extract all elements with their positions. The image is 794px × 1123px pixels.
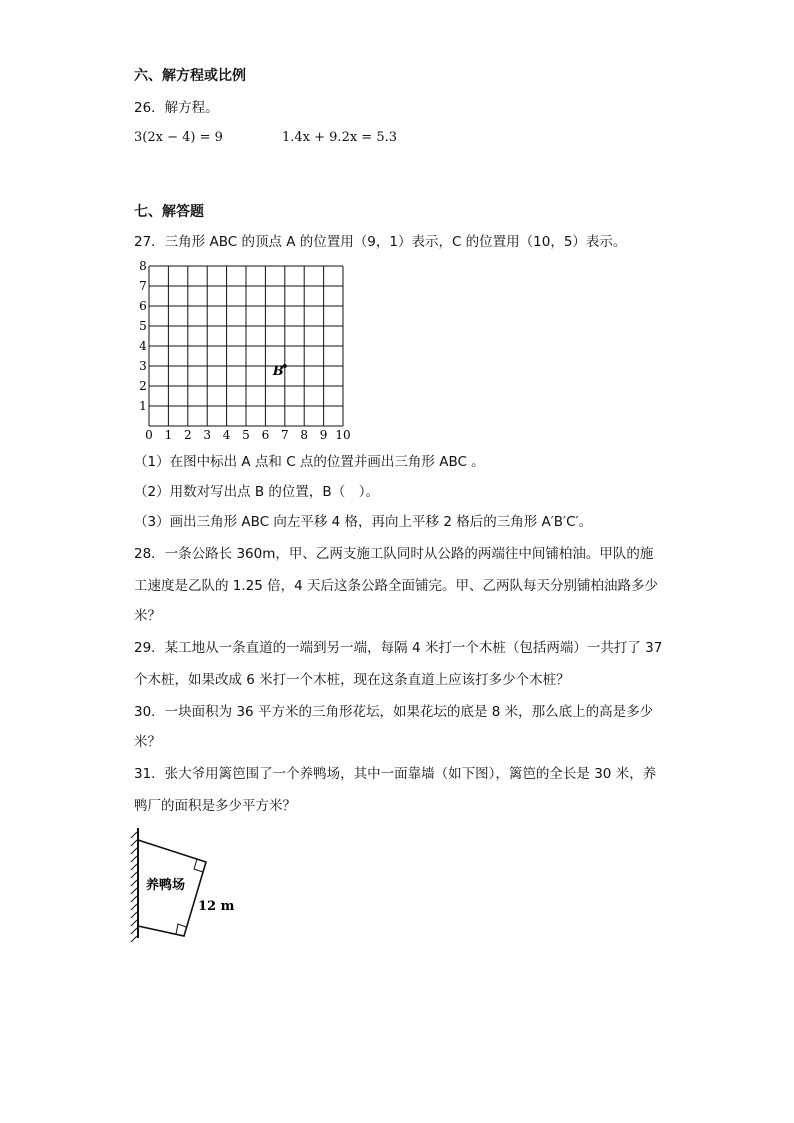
question-28-line1: 28．一条公路长 360m，甲、乙两支施工队同时从公路的两端往中间铺柏油。甲队的施 (134, 546, 654, 562)
x-tick-label: 10 (335, 428, 351, 442)
x-tick-label: 5 (242, 428, 250, 442)
y-tick-label: 2 (139, 379, 147, 393)
y-tick-label: 3 (139, 359, 147, 373)
x-tick-label: 9 (319, 428, 328, 442)
x-tick-label: 2 (183, 428, 192, 442)
equation-2: 1.4x + 9.2x = 5.3 (282, 130, 398, 145)
x-tick-label: 3 (203, 428, 212, 442)
y-tick-label: 6 (139, 299, 147, 313)
section-7-title: 七、解答题 (134, 204, 204, 220)
wall-hatching (131, 828, 138, 942)
section-6-title: 六、解方程或比例 (134, 68, 246, 84)
x-tick-label: 1 (164, 428, 173, 442)
point-b-label: B (272, 364, 284, 379)
x-tick-label: 4 (222, 428, 231, 442)
question-30-line2: 米？ (134, 734, 161, 750)
y-tick-label: 4 (139, 339, 147, 353)
question-29-line1: 29．某工地从一条直道的一端到另一端，每隔 4 米打一个木桩（包括两端）一共打了 37 (134, 640, 663, 656)
x-tick-label: 8 (300, 428, 309, 442)
coordinate-grid (134, 258, 374, 448)
question-27-sub1: （1）在图中标出 A 点和 C 点的位置并画出三角形 ABC 。 (134, 454, 485, 470)
y-tick-label: 1 (139, 399, 147, 413)
side-length-label: 12 m (198, 899, 235, 914)
x-tick-label: 0 (145, 428, 153, 442)
duck-farm-figure (126, 826, 246, 946)
y-tick-label: 7 (139, 279, 147, 293)
question-31-line2: 鸭厂的面积是多少平方米？ (134, 798, 296, 814)
question-27-stem: 27．三角形 ABC 的顶点 A 的位置用（9，1）表示，C 的位置用（10，5）表示。 (134, 234, 627, 250)
question-26: 26．解方程。 (134, 100, 219, 116)
y-tick-label: 5 (139, 319, 147, 333)
question-31-line1: 31．张大爷用篱笆围了一个养鸭场，其中一面靠墙（如下图），篱笆的全长是 30 米，养 (134, 766, 657, 782)
x-tick-label: 6 (261, 428, 270, 442)
question-28-line2: 工速度是乙队的 1.25 倍，4 天后这条公路全面铺完。甲、乙两队每天分别铺柏油路多少 (134, 578, 659, 594)
question-30-line1: 30．一块面积为 36 平方米的三角形花坛，如果花坛的底是 8 米，那么底上的高是多少 (134, 704, 654, 720)
question-29-line2: 个木桩，如果改成 6 米打一个木桩，现在这条直道上应该打多少个木桩？ (134, 672, 570, 688)
y-tick-label: 8 (139, 259, 147, 273)
x-tick-label: 7 (280, 428, 289, 442)
question-27-sub2: （2）用数对写出点 B 的位置，B（ ）。 (134, 484, 379, 500)
equation-1: 3(2x − 4) = 9 (134, 130, 223, 145)
duck-farm-label: 养鸭场 (146, 878, 186, 893)
question-27-sub3: （3）画出三角形 ABC 向左平移 4 格，再向上平移 2 格后的三角形 A′B′C′。 (134, 514, 593, 530)
question-28-line3: 米？ (134, 608, 161, 624)
